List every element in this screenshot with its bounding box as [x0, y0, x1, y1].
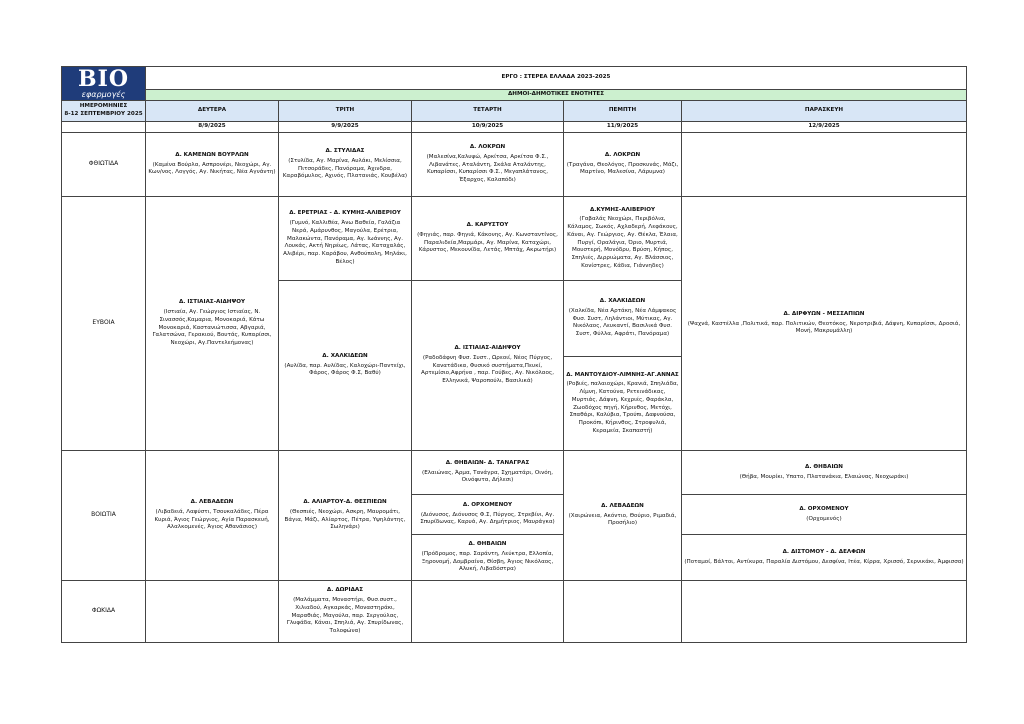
villages-list: (Ελαιώνας, Άρμα, Τανάγρα, Σχηματάρι, Οινόη, Οινόφυτα, Δήλεσι): [422, 469, 553, 484]
project-title: ΕΡΓΟ : ΣΤΕΡΕΑ ΕΛΛΑΔΑ 2023-2025: [146, 67, 967, 90]
villages-list: (Ραδοδάφνη Φυσ. Συστ., Ωρεοιί, Νέος Πύργος, Κανατάδικα, Φυσικό συστήματα,Πευκί, Αρτεμίσιο,Αφρήνα , παρ. Γούβες, Αγ. Νικόλαος, Ελληνικά, Ψαροπούλι, Βασιλικά): [421, 354, 554, 385]
company-logo: [62, 67, 146, 101]
cell-fokida-thu: [564, 581, 682, 643]
municipality-title: Δ. ΛΟΚΡΩΝ: [604, 151, 641, 158]
cell-fthiotida-thu: [564, 133, 682, 197]
cell-fokida-tue: [279, 581, 412, 643]
logo-text: BIO: [77, 66, 130, 92]
cell-fokida-fri: [682, 581, 967, 643]
cell-evia-fri: [682, 197, 967, 451]
cell-voiotia-thu: [564, 451, 682, 581]
villages-list: (Λιβαδειά, Λαφύστι, Τσουκαλάδες, Πέρα Κυριά, Άγιος Γεώργιος, Αγία Παρασκευή, Αλαλκομενές, Άγιος Αθανάσιος): [154, 508, 270, 531]
villages-list: (Θεσπιές, Νεοχώρι, Ασκρη, Μαυρομάτι, Βάγια, Μάζι, Αλίαρτος, Πέτρα, Υψηλάντης, Σωληνάρι): [284, 508, 406, 531]
villages-list: (Χαιρώνεια, Ακόντιο, Θούριο, Ριμαδιά, Προσήλιο): [568, 512, 677, 527]
municipality-title: Δ. ΔΩΡΙΔΑΣ: [326, 587, 364, 594]
villages-list: (Στυλίδα, Αγ. Μαρίνα, Αυλάκι, Μελίσσια, Πιτσοράδες, Πανόραμα, Άχινδρα, Καραβόμυλος, Αχινός, Πλατανιάς, Κουβέλα): [282, 157, 408, 180]
cell-evia-thu-3: [564, 357, 682, 451]
municipalities-header: ΔΗΜΟΙ-ΔΗΜΟΤΙΚΕΣ ΕΝΟΤΗΤΕΣ: [146, 90, 967, 101]
region-evia: ΕΥΒΟΙΑ: [62, 197, 146, 451]
day-header-tuesday: ΤΡΙΤΗ: [279, 101, 412, 122]
cell-evia-tue-1: [279, 197, 412, 281]
date-monday: 8/9/2025: [146, 122, 279, 133]
municipality-title: Δ. ΔΙΡΦΥΩΝ - ΜΕΣΣΑΠΙΩΝ: [783, 310, 865, 317]
day-header-friday: ΠΑΡΑΣΚΕΥΗ: [682, 101, 967, 122]
day-header-monday: ΔΕΥΤΕΡΑ: [146, 101, 279, 122]
region-voiotia: ΒΟΙΩΤΙΑ: [62, 451, 146, 581]
municipality-title: Δ. ΟΡΧΟΜΕΝΟΥ: [799, 505, 849, 512]
cell-fokida-wed: [412, 581, 564, 643]
cell-voiotia-wed-2: [412, 495, 564, 535]
cell-voiotia-fri-2: [682, 495, 967, 535]
municipality-title: Δ. ΕΡΕΤΡΙΑΣ - Δ. ΚΥΜΗΣ-ΑΛΙΒΕΡΙΟΥ: [289, 210, 401, 217]
municipality-title: Δ. ΜΑΝΤΟΥΔΙΟΥ-ΛΙΜΝΗΣ-ΑΓ.ΑΝΝΑΣ: [566, 371, 679, 378]
logo-subtitle: εφαρμογές: [81, 90, 126, 99]
date-tuesday: 9/9/2025: [279, 122, 412, 133]
cell-voiotia-wed-1: [412, 451, 564, 495]
date-wednesday: 10/9/2025: [412, 122, 564, 133]
villages-list: (Καμένα Βούρλα, Ασπρονέρι, Νεοχώρι, Αγ. Κων/νος, Λογγός, Αγ. Νικήτας, Νέα Αγνάντη): [148, 161, 276, 176]
municipality-title: Δ. ΚΑΜΕΝΩΝ ΒΟΥΡΛΩΝ: [175, 151, 249, 158]
villages-list: (Ποταμοί, Βάλτοι, Αντίκυρα, Παραλία Διστόμου, Δεσφίνα, Ιτέα, Κίρρα, Χρισσό, Σερνικάκι, Άμφισσα): [684, 558, 964, 565]
villages-list: (Φηγιάς, παρ. Φηγιά, Κάκονης, Αγ. Κωνσταντίνος, Παραλιδεία,Μαρμάρι, Αγ. Μαρίνα, Καταχώρι, Κάρυστος, Μεκουνίδα, Λετάς, Μπτάχ, Ακρωτήρι): [417, 231, 558, 254]
villages-list: (Αυλίδα, παρ. Αυλίδας, Καλοχώρι-Παντείχι, Φάρος, Φάρος Φ.Σ, Βαθύ): [284, 362, 406, 377]
cell-fthiotida-fri: [682, 133, 967, 197]
municipality-title: Δ. ΟΡΧΟΜΕΝΟΥ: [462, 501, 513, 508]
cell-evia-tue-2: [279, 281, 412, 451]
villages-list: (Μαλεσίνα,Καλυψώ, Αρκίτσα, Αρκίτσα Φ.Σ., Λιβανάτες, Αταλάντη, Σκάλα Αταλάντης, Κυπαρίσσι, Κυπαρίσσι Φ.Σ., Μεγαπλάτανος, Έξαρχος, Καλαπόδι): [426, 153, 549, 184]
day-header-thursday: ΠΕΜΠΤΗ: [564, 101, 682, 122]
cell-voiotia-tue: [279, 451, 412, 581]
dates-label: ΗΜΕΡΟΜΗΝΙΕΣ: [79, 103, 128, 110]
municipality-title: Δ. ΛΕΒΑΔΕΩΝ: [190, 499, 234, 506]
villages-list: (Θήβα, Μουρίκι, Υπατο, Πλατανάκια, Ελαιώνας, Νεοχωράκι): [739, 473, 909, 480]
date-friday: 12/9/2025: [682, 122, 967, 133]
schedule-table: [61, 66, 967, 643]
villages-list: (Ροβιές, παλαιοχώρι, Κρανιά, Σπηλιάδα, Λίμνη, Κατούνα, Ρετεινάδικας, Μυρτιάς, Δάφνη, Κεχριές, Φαράκλα, Ζωοδόχος πηγή, Κήρινθος, Μετόχι, Σπαθάρι, Καλύβια, Τρούπι, Δαφνούσα, Προκόπι, Κήρινθος, Στροφυλιά, Κεραμεία, Σκαπαστή): [566, 381, 679, 434]
municipality-title: Δ. ΘΗΒΑΙΩΝ: [805, 463, 843, 470]
municipality-title: Δ. ΚΑΡΥΣΤΟΥ: [466, 222, 509, 229]
cell-evia-mon: [146, 197, 279, 451]
villages-list: (Γυμνό, Καλλιθέα, Άνω Βαθεία, Γαλάζια Νερά, Αμάρυνθος, Μαγούλα, Ερέτρια, Μαλακώντα, Πανόραμα, Αγ. Ιωάννης, Αγ. Λουκάς, Ακτή Νηρέως, Λάτας, Καταχαλάς, Αλιβέρι, παρ. Καράβου, Ανθούπολη, Μηλάκι, Βέλος): [283, 220, 407, 265]
municipality-title: Δ. ΛΟΚΡΩΝ: [469, 144, 506, 151]
villages-list: (Γαβαλάς Νεοχώρι, Περιβόλια, Κάλαμος, Σωκός, Αχλαδερή, Λεφάκους, Κάναι, Αγ. Γεώργιος, Αγ. Θέκλα, Έλαια, Πυργί, Οραλάγια, Όριο, Μυρτιά, Μουστερή, Μονόδρυ, Βρύση, Κήπος, Σπηλιές, Διρριώματα, Αγ. Βλάσσιος, Κονίστρες, Κάδια, Γιάννηδες): [567, 216, 678, 269]
municipality-title: Δ. ΘΗΒΑΙΩΝ: [468, 541, 507, 548]
cell-fthiotida-wed: [412, 133, 564, 197]
municipality-title: Δ. ΣΤΥΛΙΔΑΣ: [325, 148, 365, 155]
villages-list: (Ιστιαία, Αγ. Γεώργιος Ιστιαίας, Ν. Σινασσός,Καμαρια, Μονοκαριά, Κάτω Μονοκαριά, Καστανιώτισσα, Αβγαριά, Γαλατσώνα, Γερακιού, Βουτάς, Κυπαρίσσι, Νεοχώρι, Αγ.Παντελεήμονας): [152, 309, 272, 346]
cell-fthiotida-mon: [146, 133, 279, 197]
municipality-title: Δ. ΧΑΛΚΙΔΕΩΝ: [322, 352, 368, 359]
municipality-title: Δ. ΘΗΒΑΙΩΝ- Δ. ΤΑΝΑΓΡΑΣ: [445, 459, 530, 466]
cell-fokida-mon: [146, 581, 279, 643]
cell-evia-wed-1: [412, 197, 564, 281]
municipality-title: Δ. ΔΙΣΤΟΜΟΥ - Δ. ΔΕΛΦΩΝ: [782, 548, 866, 555]
villages-list: (Ορχομενός): [806, 515, 842, 522]
municipality-title: Δ.ΚΥΜΗΣ-ΑΛΙΒΕΡΙΟΥ: [589, 206, 656, 213]
region-fokida: ΦΩΚΙΔΑ: [62, 581, 146, 643]
cell-evia-thu-2: [564, 281, 682, 357]
municipality-title: Δ. ΑΛΙΑΡΤΟΥ-Δ. ΘΕΣΠΙΕΩΝ: [303, 499, 387, 506]
villages-list: (Τραγάνα, Θεολόγος, Προσκυνάς, Μάζι, Μαρτίνο, Μαλεσίνα, Λάρυμνα): [566, 161, 679, 176]
day-header-wednesday: ΤΕΤΑΡΤΗ: [412, 101, 564, 122]
schedule-sheet: [61, 66, 966, 643]
villages-list: (Διόνυσος, Διόνυσος Φ.Σ, Πύργος, Στρεβίνι, Αγ. Σπυρίδωνας, Καρυά, Αγ. Δημήτριος, Μαυράγκα): [420, 511, 555, 526]
date-spacer: [62, 122, 146, 133]
municipality-title: Δ. ΛΕΒΑΔΕΩΝ: [601, 502, 644, 509]
villages-list: (Μαλάμματα, Μοναστήρι, Φυσ.συστ., Χιλιαδού, Αγκαρκάς, Μοναστηράκι, Μαραθιάς, Μαγούλα, παρ. Σεργούλας, Γλυφάδα, Κάναι, Σπηλιά, Αγ. Σπυρίδωνας, Τολοφώνα): [286, 597, 404, 634]
villages-list: (Χαλκίδα, Νέα Αρτάκη, Νέα Λάμψακος Φυσ. Συστ, Ληλάντιοι, Μύτικας, Αγ. Νικόλαος, Λευκαντί, Βασιλικά Φυσ. Συστ, Φύλλα, Αφράτι, Πανόραμα): [568, 307, 677, 338]
cell-evia-thu-1: [564, 197, 682, 281]
dates-header: [62, 101, 146, 122]
cell-evia-wed-2: [412, 281, 564, 451]
region-fthiotida: ΦΘΙΩΤΙΔΑ: [62, 133, 146, 197]
cell-voiotia-wed-3: [412, 535, 564, 581]
cell-voiotia-fri-3: [682, 535, 967, 581]
municipality-title: Δ. ΙΣΤΙΑΙΑΣ-ΑΙΔΗΨΟΥ: [454, 345, 521, 352]
cell-voiotia-mon: [146, 451, 279, 581]
cell-voiotia-fri-1: [682, 451, 967, 495]
cell-fthiotida-tue: [279, 133, 412, 197]
villages-list: (Ψαχνά, Καστέλλα ,Πολιτικά, παρ. Πολιτικών, Θεοτόκος, Νεροτριβιά, Δάφνη, Κυπαρίσσι, Δροσιά, Μονή, Μακρυμάλλη): [687, 320, 961, 335]
municipality-title: Δ. ΧΑΛΚΙΔΕΩΝ: [599, 298, 646, 305]
dates-range: 8-12 ΣΕΠΤΕΜΒΡΙΟΥ 2025: [64, 111, 143, 117]
villages-list: (Πρόδρομος, παρ. Σαράντη, Λεύκτρα, Ελλοπία, Ξηρονομή, Δομβραίνα, Θίσβη, Άγιος Νικόλαος, Αλυκή, Λιβαδόστρα): [421, 550, 554, 573]
municipality-title: Δ. ΙΣΤΙΑΙΑΣ-ΑΙΔΗΨΟΥ: [178, 299, 246, 306]
date-thursday: 11/9/2025: [564, 122, 682, 133]
